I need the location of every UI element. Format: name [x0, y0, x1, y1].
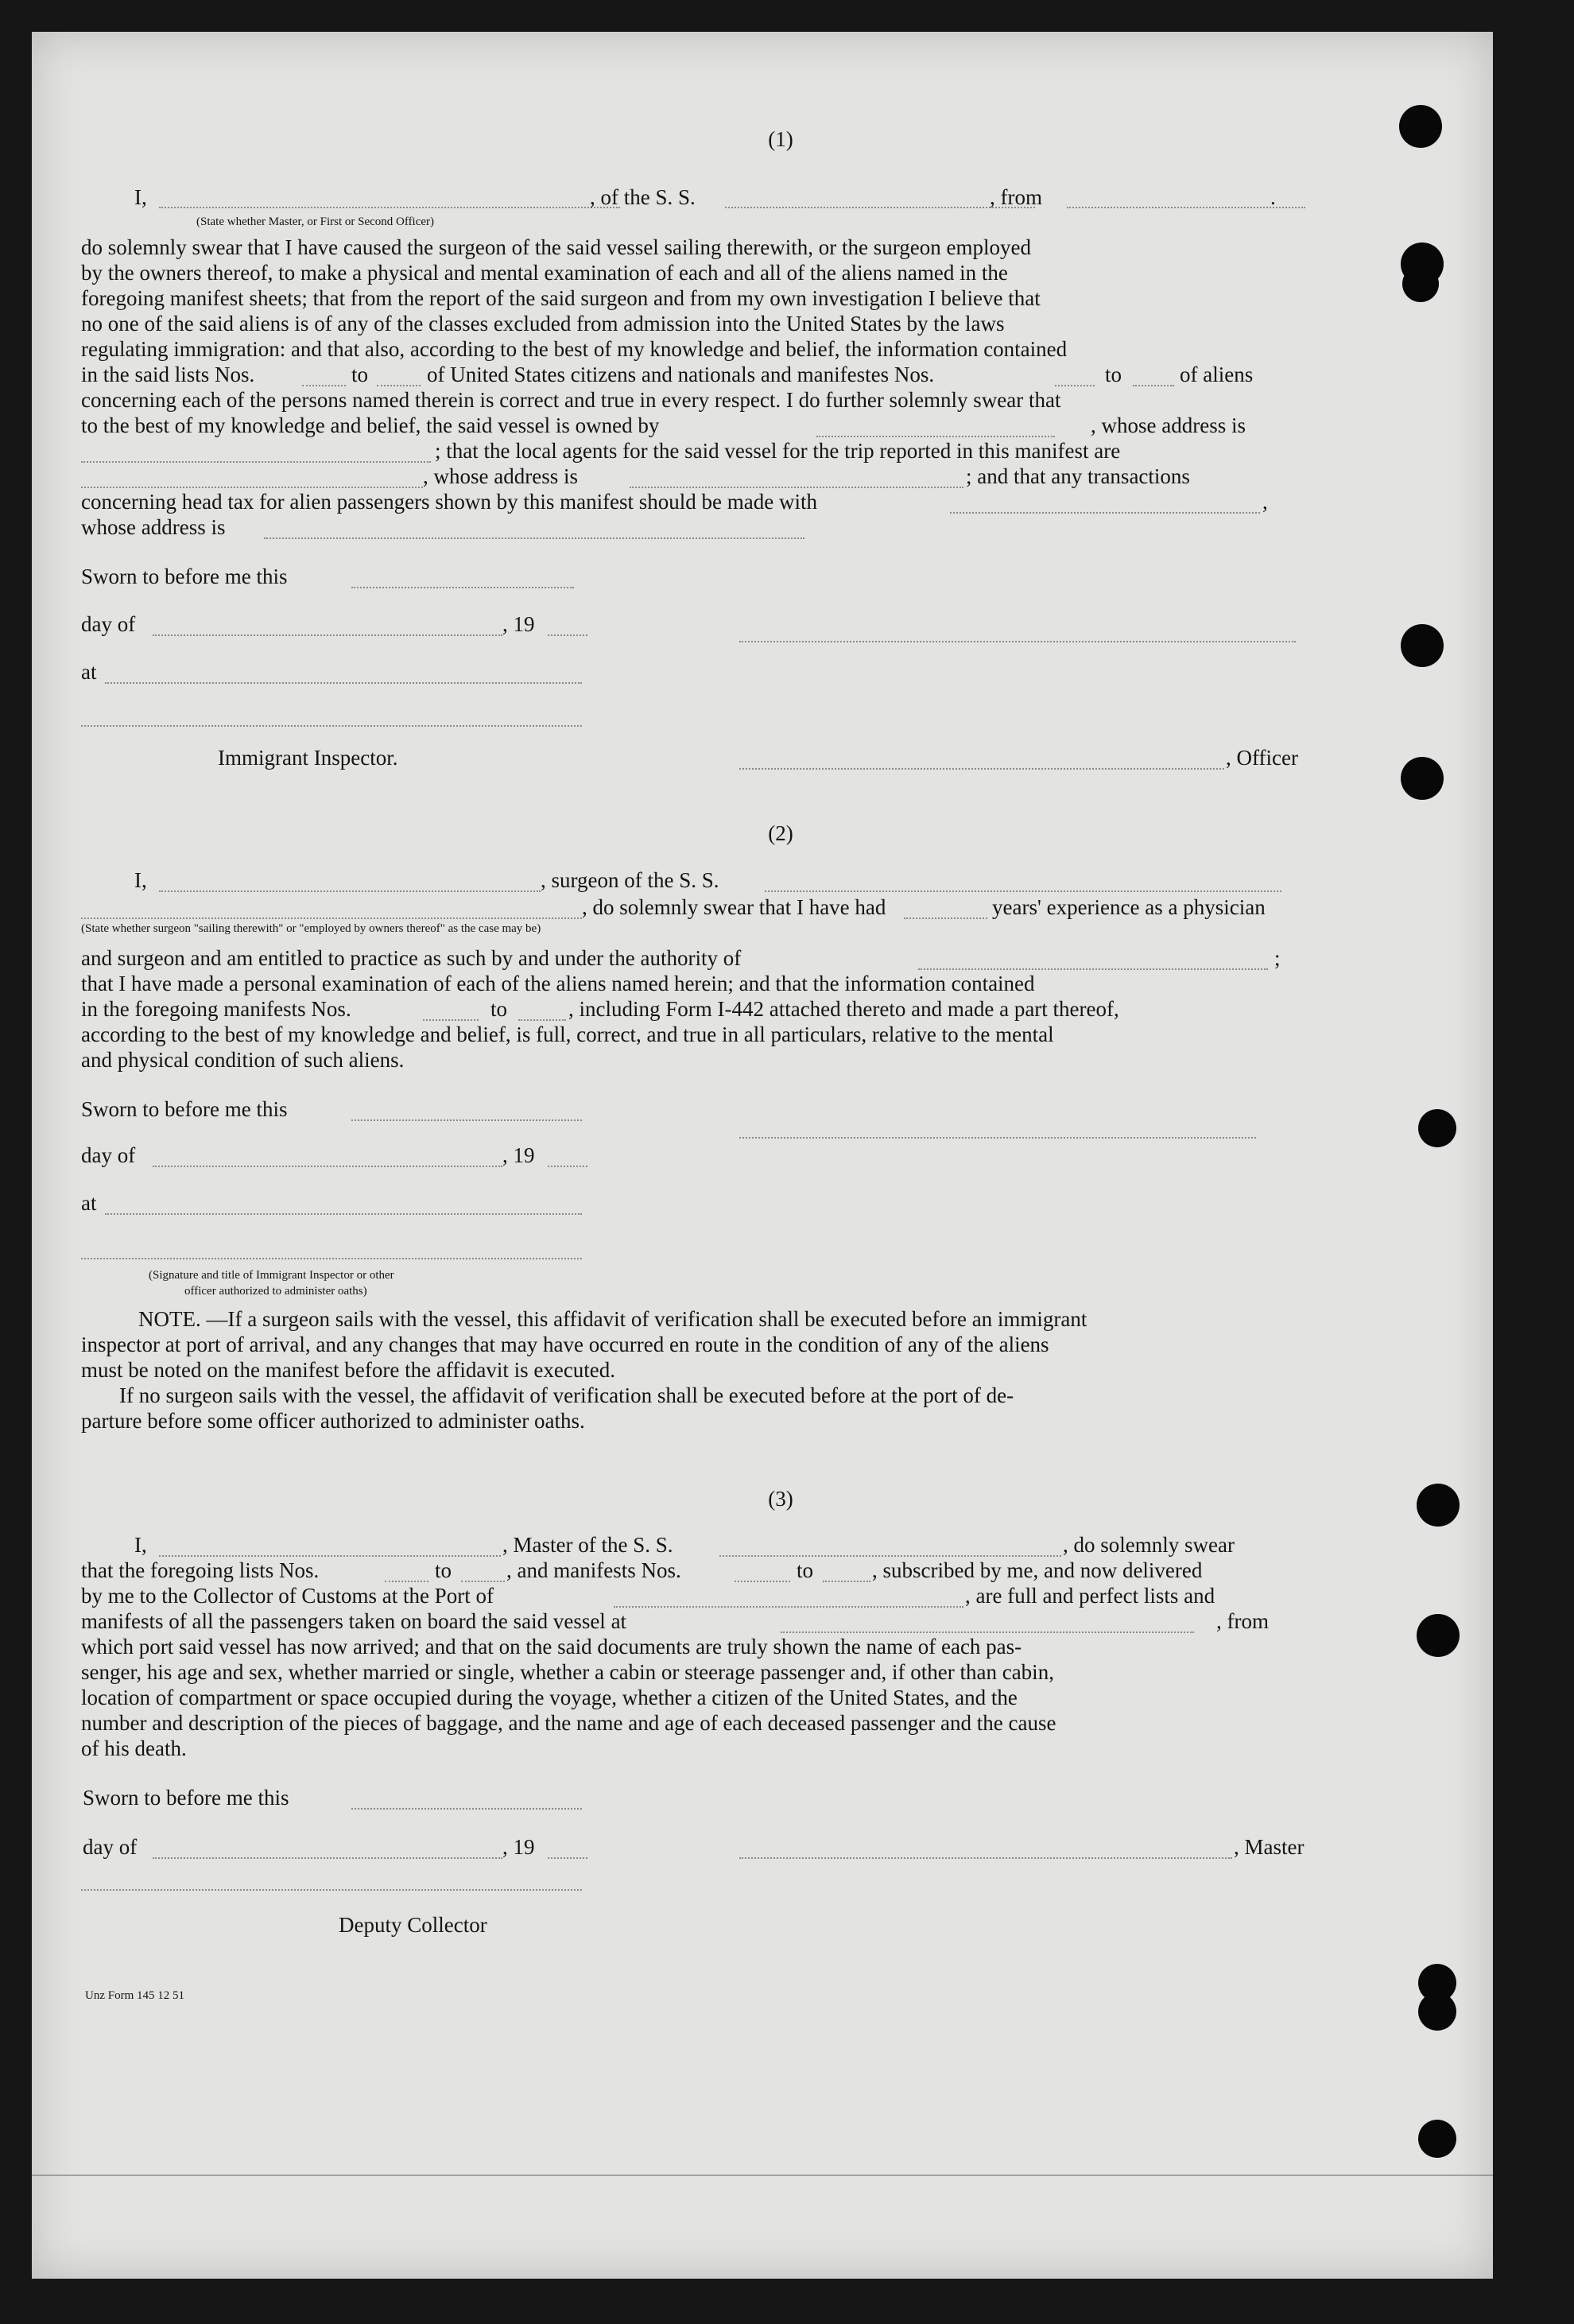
s1-i: I, [134, 185, 147, 209]
s1-agents-field[interactable] [81, 485, 423, 488]
s3-do-swear: , do solemnly swear [1063, 1533, 1235, 1557]
note-line: inspector at port of arrival, and any changes that may have occurred en route in the condition of any of the aliens [81, 1333, 1049, 1356]
s2-physical: and physical condition of such aliens. [81, 1048, 405, 1072]
s1-body-line: do solemnly swear that I have caused the surgeon of the said vessel sailing therewith, or the surgeon employed [81, 235, 1031, 259]
s2-personal: that I have made a personal examination of each of the aliens named herein; and that the information contained [81, 972, 1035, 995]
s2-day-of: day of [81, 1143, 136, 1167]
s1-inspector-signature-field[interactable] [81, 724, 582, 727]
s1-nos-mid: of United States citizens and nationals and manifestes Nos. [427, 363, 935, 386]
s3-body-line: number and description of the pieces of baggage, and the name and age of each deceased passenger and the cause [81, 1711, 1056, 1735]
s3-nineteen: , 19 [502, 1835, 535, 1859]
s2-at-field[interactable] [105, 1212, 582, 1215]
s3-master-name-field[interactable] [159, 1554, 501, 1557]
s3-port-boarded-field[interactable] [781, 1630, 1194, 1633]
s1-nos-label: in the said lists Nos. [81, 363, 255, 386]
s1-owner-field[interactable] [816, 434, 1055, 437]
s2-nineteen: , 19 [502, 1143, 535, 1167]
s2-at: at [81, 1191, 97, 1215]
s3-sworn-field[interactable] [351, 1806, 582, 1810]
s3-and-manifests: , and manifests Nos. [506, 1558, 681, 1582]
section-3-number: (3) [768, 1487, 793, 1511]
s3-year-field[interactable] [548, 1856, 587, 1859]
s3-collector-signature-field[interactable] [81, 1888, 582, 1891]
s1-end: . [1270, 185, 1276, 209]
s3-day-field[interactable] [153, 1856, 502, 1859]
s2-surgeon-name-field[interactable] [159, 889, 541, 892]
s2-authority-field[interactable] [918, 967, 1268, 970]
s1-inspector: Immigrant Inspector. [218, 746, 398, 770]
s1-of-ss: , of the S. S. [590, 185, 696, 209]
s1-whose-address3: whose address is [81, 515, 226, 539]
s2-authority: and surgeon and am entitled to practice as such by and under the authority of [81, 946, 742, 970]
s1-head-tax: concerning head tax for alien passengers shown by this manifest should be made with [81, 490, 818, 514]
s1-sworn: Sworn to before me this [81, 565, 288, 588]
s1-vessel-field[interactable] [725, 205, 1035, 208]
s3-manifests-all: manifests of all the passengers taken on board the said vessel at [81, 1609, 627, 1633]
s1-owner-address-field[interactable] [81, 460, 431, 463]
s1-day-of: day of [81, 612, 136, 636]
s1-officer-field[interactable] [159, 205, 620, 208]
s2-manifests-to-field[interactable] [518, 1018, 566, 1021]
s3-body-line: senger, his age and sex, whether married or single, whether a cabin or steerage passenger and, if other than cabin, [81, 1660, 1054, 1684]
s1-officer-name-field[interactable] [739, 766, 1224, 770]
section-2-number: (2) [768, 821, 793, 845]
s3-to2: to [797, 1558, 814, 1582]
s2-sworn: Sworn to before me this [81, 1097, 288, 1121]
s2-manifests-to: to [490, 997, 508, 1021]
note-line: NOTE. —If a surgeon sails with the vessel, this affidavit of verification shall be executed before an immigrant [138, 1307, 1087, 1331]
s2-vessel-field[interactable] [765, 889, 1281, 892]
page-bottom-edge [32, 2175, 1493, 2182]
s2-experience: years' experience as a physician [992, 895, 1266, 919]
s2-sig-note: (Signature and title of Immigrant Inspector or other [149, 1269, 394, 1282]
s3-master-of: , Master of the S. S. [502, 1533, 673, 1557]
s1-at-field[interactable] [105, 681, 582, 684]
s3-port-field[interactable] [614, 1604, 963, 1608]
affidavit-sheet [41, 24, 1520, 2306]
s1-whose-address2: , whose address is [423, 464, 578, 488]
s3-day-of: day of [83, 1835, 138, 1859]
s2-manifests-from-field[interactable] [423, 1018, 479, 1021]
s2-note: (State whether surgeon "sailing therewith" or "employed by owners thereof" as the case may be) [81, 922, 541, 935]
s1-day-field[interactable] [153, 633, 502, 636]
s3-body-line: location of compartment or space occupied during the voyage, whether a citizen of the United States, and the [81, 1686, 1018, 1709]
s1-body-line: foregoing manifest sheets; that from the report of the said surgeon and from my own investigation I believe that [81, 286, 1041, 310]
s3-body-line: which port said vessel has now arrived; and that on the said documents are truly shown the name of each pas- [81, 1635, 1022, 1659]
s1-note: (State whether Master, or First or Second Officer) [196, 215, 435, 228]
s1-manifests-to-field[interactable] [1133, 383, 1174, 386]
s1-nos-to2: to [1105, 363, 1122, 386]
s2-sworn-field[interactable] [351, 1118, 582, 1121]
s2-year-field[interactable] [548, 1164, 587, 1167]
form-number: Unz Form 145 12 51 [85, 1989, 184, 2002]
s1-concerning: concerning each of the persons named therein is correct and true in every respect. I do further solemnly swear that [81, 388, 1061, 412]
s3-master-signature-field[interactable] [739, 1856, 1232, 1859]
s1-nineteen: , 19 [502, 612, 535, 636]
note-line: must be noted on the manifest before the affidavit is executed. [81, 1358, 616, 1382]
s1-at: at [81, 660, 97, 684]
s3-vessel-field[interactable] [719, 1554, 1061, 1557]
s1-head-tax-address-field[interactable] [264, 536, 804, 539]
s1-agents-address-field[interactable] [630, 485, 963, 488]
s1-officer-signature-field[interactable] [739, 639, 1296, 642]
s1-transactions: ; and that any transactions [966, 464, 1190, 488]
s3-master: , Master [1234, 1835, 1305, 1859]
s1-body-line: regulating immigration: and that also, according to the best of my knowledge and belief, the information contained [81, 337, 1068, 361]
note-line: parture before some officer authorized to administer oaths. [81, 1409, 585, 1433]
s3-lists-to-field[interactable] [461, 1579, 505, 1582]
s1-head-tax-field[interactable] [950, 510, 1260, 514]
s3-lists-nos: that the foregoing lists Nos. [81, 1558, 320, 1582]
s1-lists-from-field[interactable] [302, 383, 346, 386]
s2-swear: , do solemnly swear that I have had [582, 895, 886, 919]
s2-sig-note: officer authorized to administer oaths) [184, 1285, 367, 1298]
s2-surgeon-type-field[interactable] [81, 916, 582, 919]
s3-body-line: of his death. [81, 1736, 187, 1760]
s1-body-line: by the owners thereof, to make a physical and mental examination of each and all of the aliens named in the [81, 261, 1008, 285]
s3-by-me: by me to the Collector of Customs at the Port of [81, 1584, 494, 1608]
s3-i: I, [134, 1533, 147, 1557]
s1-nos-end: of aliens [1180, 363, 1254, 386]
s1-year-field[interactable] [548, 633, 587, 636]
s1-officer: , Officer [1226, 746, 1298, 770]
s2-day-field[interactable] [153, 1164, 502, 1167]
s3-lists-from-field[interactable] [385, 1579, 428, 1582]
s1-nos-to: to [351, 363, 369, 386]
s1-whose-address: , whose address is [1091, 413, 1246, 437]
s3-from: , from [1216, 1609, 1269, 1633]
s1-owned-by: to the best of my knowledge and belief, the said vessel is owned by [81, 413, 660, 437]
s2-manifests-b: , including Form I-442 attached thereto and made a part thereof, [568, 997, 1119, 1021]
s2-according: according to the best of my knowledge and belief, is full, correct, and true in all particulars, relative to the mental [81, 1022, 1054, 1046]
s1-body-line: no one of the said aliens is of any of the classes excluded from admission into the United States by the laws [81, 312, 1005, 336]
s2-authority-end: ; [1274, 946, 1281, 970]
s1-local-agents: ; that the local agents for the said vessel for the trip reported in this manifest are [435, 439, 1121, 463]
s2-surgeon-of: , surgeon of the S. S. [541, 868, 719, 892]
s3-subscribed: , subscribed by me, and now delivered [872, 1558, 1203, 1582]
s2-inspector-signature-field[interactable] [81, 1256, 582, 1259]
s3-manifests-to-field[interactable] [823, 1579, 870, 1582]
s3-deputy: Deputy Collector [339, 1913, 487, 1937]
s2-surgeon-signature-field[interactable] [739, 1135, 1256, 1139]
s1-head-tax-end: , [1262, 490, 1268, 514]
s1-lists-to-field[interactable] [377, 383, 421, 386]
s3-sworn: Sworn to before me this [83, 1786, 289, 1810]
s3-manifests-from-field[interactable] [735, 1579, 790, 1582]
s2-manifests-label: in the foregoing manifests Nos. [81, 997, 351, 1021]
s2-i: I, [134, 868, 147, 892]
s1-manifests-from-field[interactable] [1055, 383, 1095, 386]
s2-years-field[interactable] [904, 916, 987, 919]
section-1-number: (1) [768, 127, 793, 151]
s3-to1: to [435, 1558, 452, 1582]
s1-sworn-field[interactable] [351, 585, 574, 588]
s1-from: , from [990, 185, 1042, 209]
note-line: If no surgeon sails with the vessel, the affidavit of verification shall be executed before at the port of de- [119, 1383, 1014, 1407]
s1-from-field[interactable] [1067, 205, 1305, 208]
s3-full-perfect: , are full and perfect lists and [965, 1584, 1215, 1608]
